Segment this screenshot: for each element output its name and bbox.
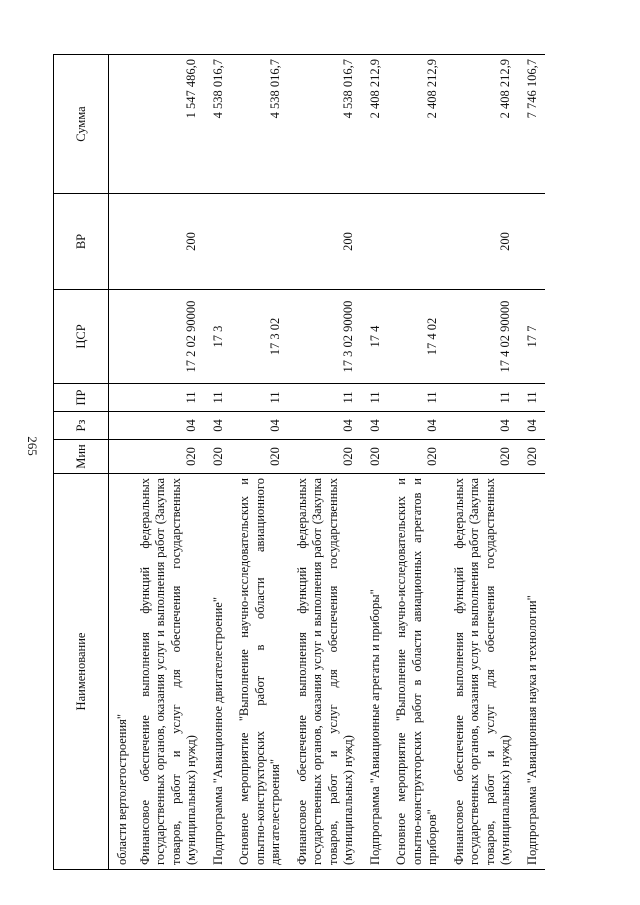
cell-rz: 04 [289,412,362,440]
cell-name: Финансовое обеспечение выполнения функций федеральных государственных органов, оказания услуг и выполнения работ (Закупка товаров, работ и услуг для обеспечения государственных (муниципальных) нужд) [132,474,205,870]
table-row [388,55,446,870]
cell-pr: 11 [446,384,519,412]
cell-sum: 2 408 212,9 [388,55,446,194]
cell-rz: 04 [388,412,446,440]
header-rz: Рз [54,412,109,440]
cell-vr [388,194,446,290]
cell-csr: 17 4 02 [388,290,446,384]
cell-rz: 04 [132,412,205,440]
cell-sum: 7 746 106,7 [519,55,546,194]
cell-min: 020 [519,440,546,474]
table-row [519,55,546,870]
cell-sum: 2 408 212,9 [446,55,519,194]
cell-pr: 11 [231,384,289,412]
cell-name: Подпрограмма "Авиационная наука и технологии" [519,474,546,870]
cell-pr: 11 [289,384,362,412]
cell-csr: 17 7 [519,290,546,384]
cell-min: 020 [446,440,519,474]
cell-name: Основное мероприятие "Выполнение научно-исследовательских и опытно-конструкторских работ в области авиационного двигателестроения" [231,474,289,870]
cell-vr [109,194,132,290]
rotated-table-container [53,55,583,870]
table-row [289,55,362,870]
cell-vr: 200 [289,194,362,290]
header-min: Мин [54,440,109,474]
budget-table [53,54,545,870]
cell-rz: 04 [519,412,546,440]
cell-sum: 4 538 016,7 [231,55,289,194]
header-name: Наименование [54,474,109,870]
cell-vr [205,194,232,290]
cell-csr [109,290,132,384]
cell-csr: 17 4 02 90000 [446,290,519,384]
table-row [446,55,519,870]
cell-rz: 04 [231,412,289,440]
cell-sum: 4 538 016,7 [289,55,362,194]
cell-min: 020 [231,440,289,474]
cell-name: Финансовое обеспечение выполнения функций федеральных государственных органов, оказания услуг и выполнения работ (Закупка товаров, работ и услуг для обеспечения государственных (муниципальных) нужд) [446,474,519,870]
cell-csr: 17 3 [205,290,232,384]
table-row [231,55,289,870]
cell-csr: 17 2 02 90000 [132,290,205,384]
cell-pr: 11 [132,384,205,412]
table-row [109,55,132,870]
cell-vr: 200 [132,194,205,290]
table-row [132,55,205,870]
cell-sum: 1 547 486,0 [132,55,205,194]
cell-min: 020 [205,440,232,474]
cell-rz: 04 [205,412,232,440]
cell-pr: 11 [362,384,389,412]
cell-name: области вертолетостроения" [109,474,132,870]
cell-sum: 4 538 016,7 [205,55,232,194]
cell-vr [362,194,389,290]
table-row [362,55,389,870]
cell-pr: 11 [519,384,546,412]
cell-min: 020 [362,440,389,474]
cell-pr [109,384,132,412]
cell-vr: 200 [446,194,519,290]
table-header-row [54,55,109,870]
cell-rz [109,412,132,440]
cell-pr: 11 [388,384,446,412]
cell-csr: 17 3 02 90000 [289,290,362,384]
page-number: 265 [25,436,40,456]
cell-rz: 04 [362,412,389,440]
cell-vr [519,194,546,290]
cell-min: 020 [289,440,362,474]
cell-name: Подпрограмма "Авиационные агрегаты и приборы" [362,474,389,870]
cell-min [109,440,132,474]
cell-sum: 2 408 212,9 [362,55,389,194]
cell-name: Финансовое обеспечение выполнения функций федеральных государственных органов, оказания услуг и выполнения работ (Закупка товаров, работ и услуг для обеспечения государственных (муниципальных) нужд) [289,474,362,870]
header-sum: Сумма [54,55,109,194]
table-row [205,55,232,870]
cell-rz: 04 [446,412,519,440]
cell-pr: 11 [205,384,232,412]
header-csr: ЦСР [54,290,109,384]
cell-min: 020 [132,440,205,474]
cell-csr: 17 4 [362,290,389,384]
header-pr: ПР [54,384,109,412]
header-vr: ВР [54,194,109,290]
cell-vr [231,194,289,290]
cell-sum [109,55,132,194]
cell-csr: 17 3 02 [231,290,289,384]
cell-name: Основное мероприятие "Выполнение научно-исследовательских и опытно-конструкторских работ в области авиационных агрегатов и приборов" [388,474,446,870]
cell-min: 020 [388,440,446,474]
cell-name: Подпрограмма "Авиационное двигателестроение" [205,474,232,870]
